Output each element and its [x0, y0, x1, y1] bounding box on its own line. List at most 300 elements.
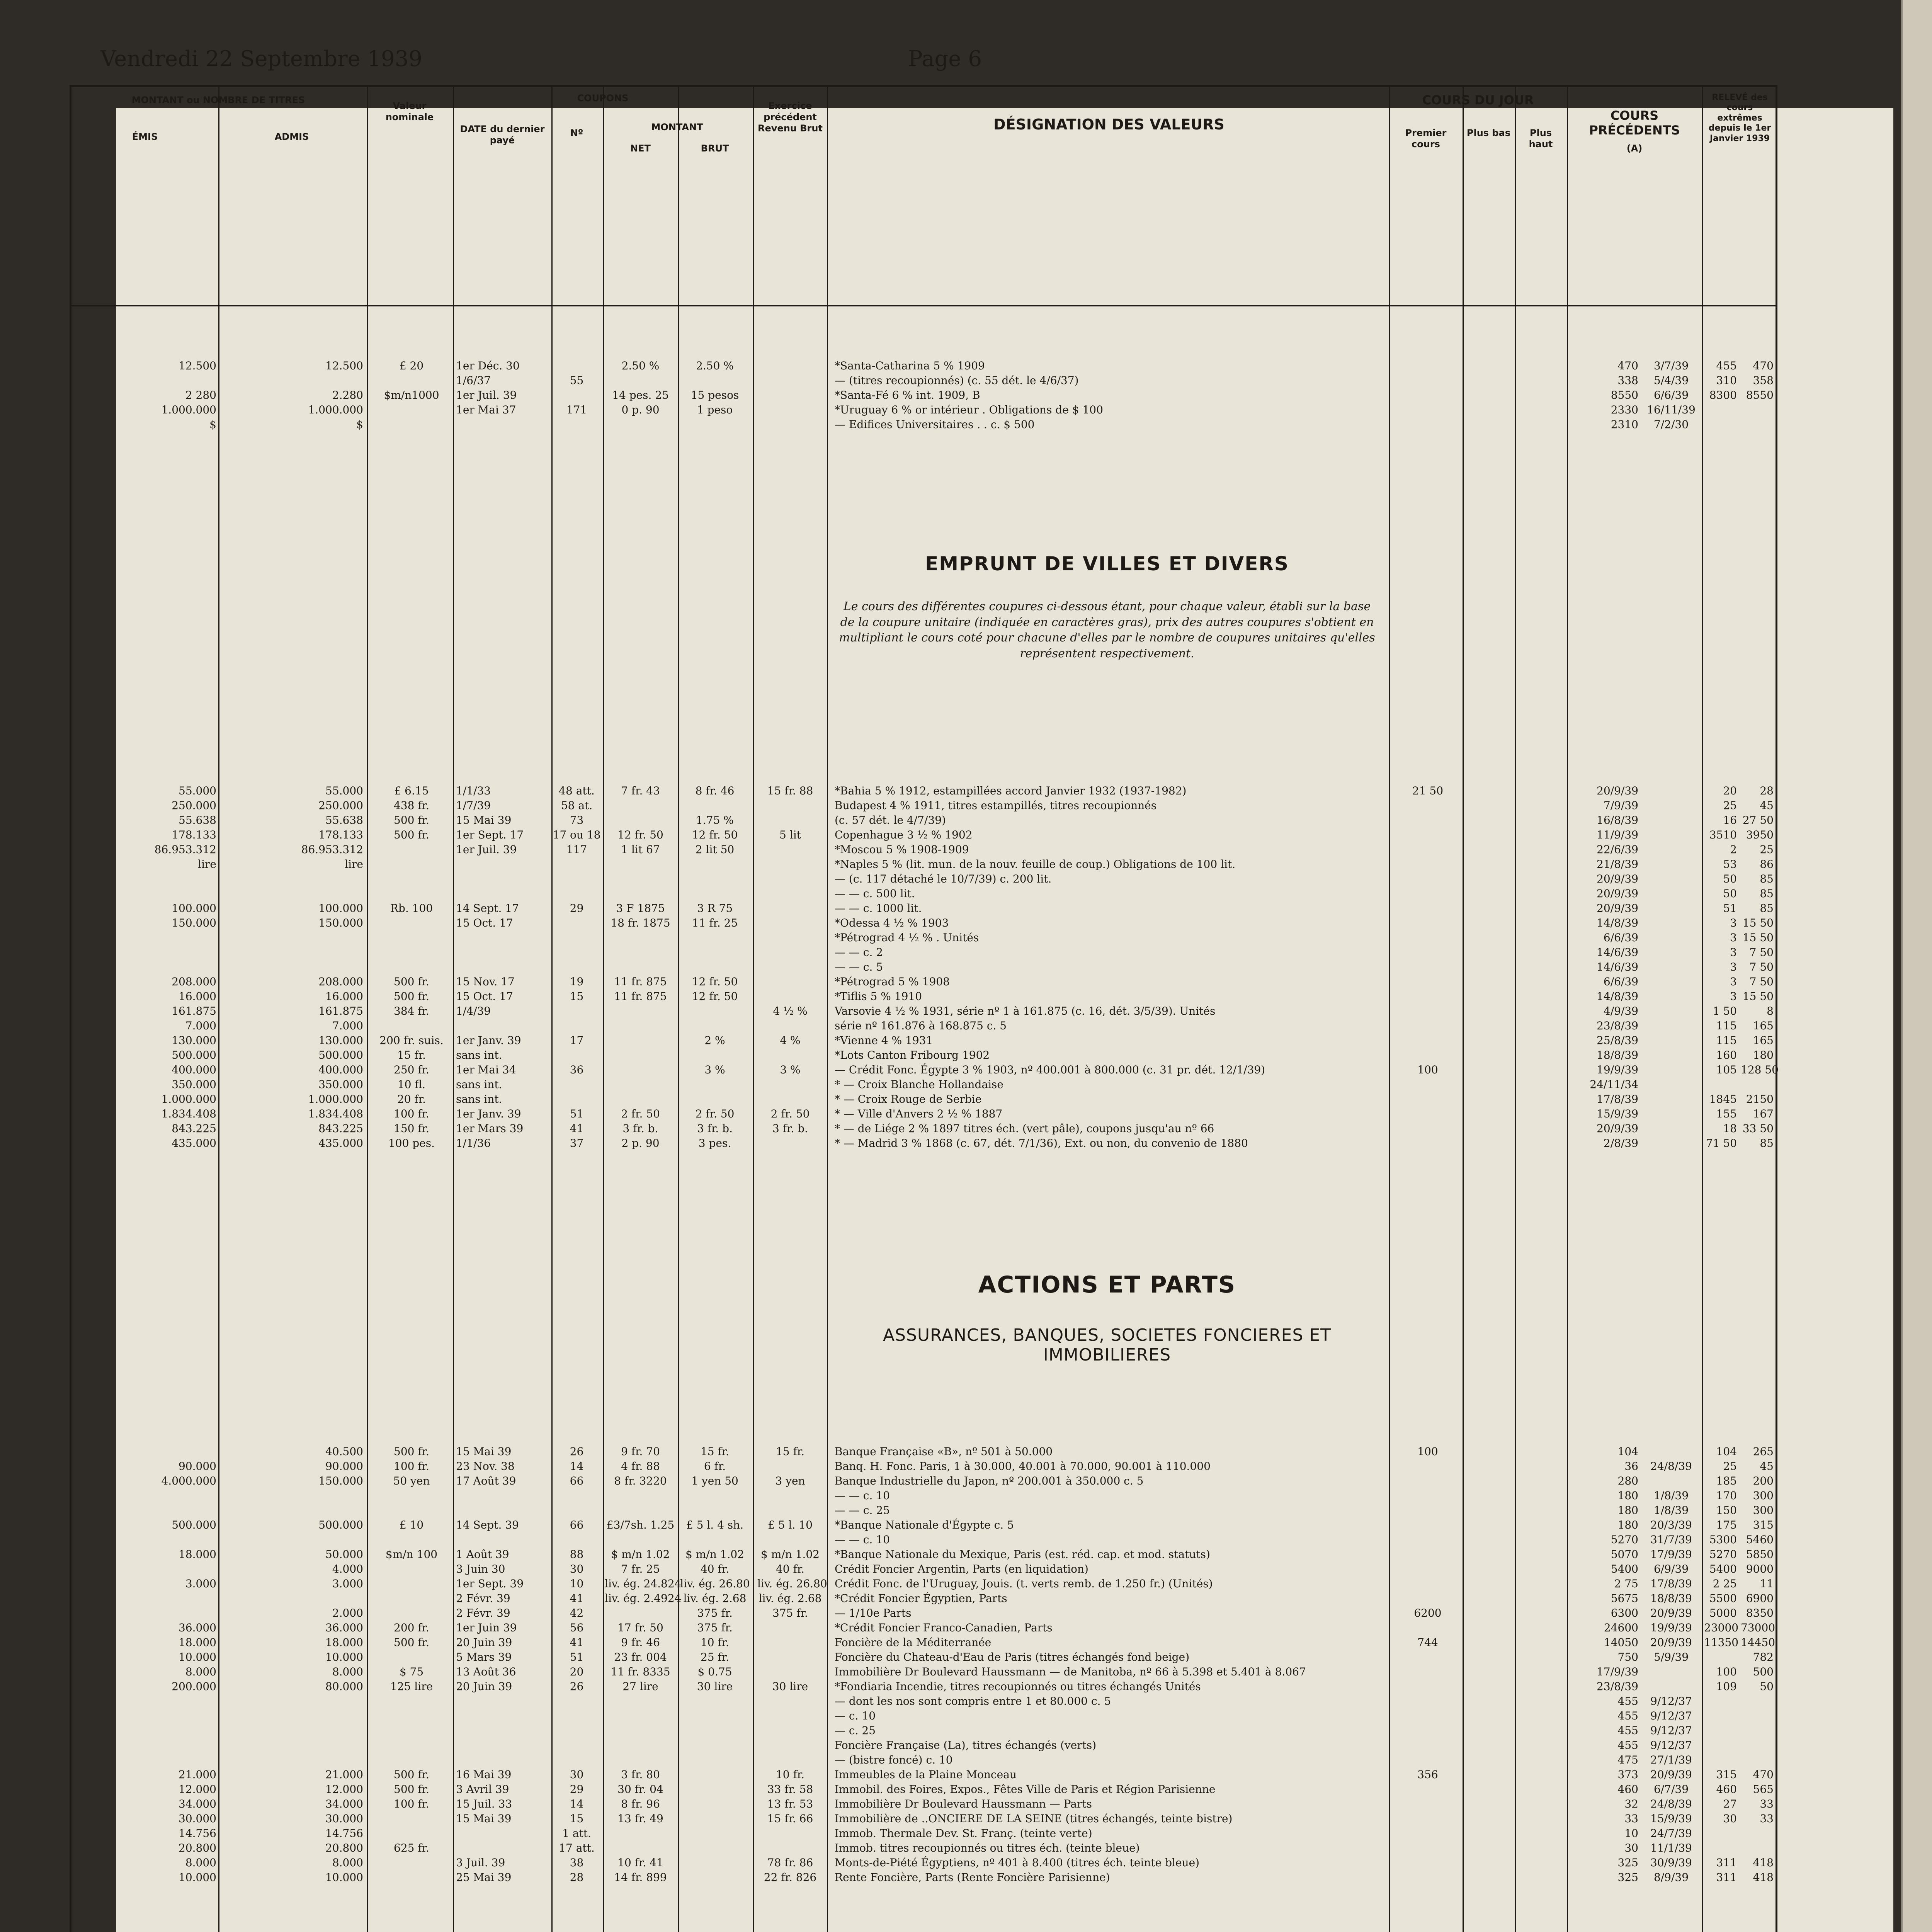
cell-des: — Crédit Fonc. Égypte 3 % 1903, nº 400.001 à 800.000 (c. 31 pr. dét. 12/1/39) — [835, 1063, 1265, 1076]
cell-pdate: 9/12/37 — [1650, 1709, 1692, 1722]
cell-rh: 9000 — [1746, 1563, 1774, 1575]
cell-val: 500 fr. — [394, 1783, 429, 1796]
cell-admis: 16.000 — [325, 990, 363, 1003]
page-header-number: Page 6 — [908, 46, 982, 71]
cell-prec: 23/8/39 — [1597, 1680, 1638, 1693]
cell-no: 19 — [570, 975, 584, 988]
cell-rev: 78 fr. 86 — [767, 1856, 813, 1869]
cell-val: 500 fr. — [394, 828, 429, 841]
cell-date: 2 Févr. 39 — [456, 1607, 510, 1619]
cell-prec: 20/9/39 — [1597, 1122, 1638, 1135]
cell-no: 51 — [570, 1107, 584, 1120]
cell-no: 26 — [570, 1445, 584, 1458]
cell-brut: 3 % — [704, 1063, 725, 1076]
cell-rh: 7 50 — [1749, 961, 1774, 973]
cell-brut: £ 5 l. 4 sh. — [686, 1519, 744, 1531]
cell-net: 10 fr. 41 — [617, 1856, 663, 1869]
cell-net: 2.50 % — [621, 359, 660, 372]
cell-rh: 165 — [1753, 1034, 1774, 1047]
cell-no: 37 — [570, 1137, 584, 1150]
cell-emis: 161.875 — [172, 1005, 216, 1017]
header-emis: ÉMIS — [132, 131, 158, 142]
cell-rl: 30 — [1723, 1812, 1737, 1825]
cell-rl: 1845 — [1709, 1093, 1737, 1105]
cell-prec: 470 — [1617, 359, 1638, 372]
cell-prec: 455 — [1617, 1709, 1638, 1722]
cell-no: 29 — [570, 902, 584, 915]
cell-prec: 14/6/39 — [1597, 961, 1638, 973]
cell-admis: 3.000 — [332, 1577, 363, 1590]
col-rule — [603, 85, 604, 1932]
cell-brut: 8 fr. 46 — [695, 784, 735, 797]
cell-pdate: 6/7/39 — [1653, 1783, 1689, 1796]
cell-prec: 22/6/39 — [1597, 843, 1638, 856]
cell-pdate: 1/8/39 — [1653, 1489, 1689, 1502]
cell-rev: liv. ég. 2.68 — [759, 1592, 822, 1605]
cell-emis: 36.000 — [179, 1621, 216, 1634]
cell-no: 17 ou 18 — [553, 828, 601, 841]
cell-prec: 4/9/39 — [1603, 1005, 1638, 1017]
cell-emis: 21.000 — [179, 1768, 216, 1781]
cell-val: 150 fr. — [394, 1122, 429, 1135]
cell-des: *Crédit Foncier Franco-Canadien, Parts — [835, 1621, 1053, 1634]
cell-date: 1/4/39 — [456, 1005, 491, 1017]
cell-rl: 3 — [1730, 917, 1737, 929]
cell-admis: 1.000.000 — [308, 1093, 363, 1105]
cell-brut: 12 fr. 50 — [692, 975, 738, 988]
cell-rh: 85 — [1760, 1137, 1774, 1150]
cell-rl: 3510 — [1709, 828, 1737, 841]
cell-des: *Pétrograd 4 ½ % . Unités — [835, 931, 979, 944]
cell-brut: 15 fr. — [700, 1445, 730, 1458]
cell-des: * — de Liége 2 % 1897 titres éch. (vert pâle), coupons jusqu'au nº 66 — [835, 1122, 1214, 1135]
cell-emis: 30.000 — [179, 1812, 216, 1825]
cell-des: Foncière de la Méditerranée — [835, 1636, 992, 1649]
cell-net: 3 F 1875 — [616, 902, 665, 915]
cell-date: 1/7/39 — [456, 799, 491, 812]
cell-rl: 11350 — [1704, 1636, 1739, 1649]
cell-admis: 208.000 — [318, 975, 363, 988]
cell-rh: 2150 — [1746, 1093, 1774, 1105]
cell-brut: 6 fr. — [704, 1460, 726, 1473]
cell-date: 2 Févr. 39 — [456, 1592, 510, 1605]
cell-prec: 24600 — [1604, 1621, 1638, 1634]
cell-rev: 15 fr. 66 — [767, 1812, 813, 1825]
cell-des: — — c. 10 — [835, 1489, 890, 1502]
page-binding-edge — [1901, 0, 1932, 1932]
cell-prec: 20/9/39 — [1597, 902, 1638, 915]
cell-emis: 16.000 — [179, 990, 216, 1003]
cell-emis: 435.000 — [172, 1137, 216, 1150]
cell-rl: 51 — [1723, 902, 1737, 915]
cell-rl: 315 — [1716, 1768, 1737, 1781]
cell-rev: £ 5 l. 10 — [768, 1519, 813, 1531]
cell-rh: 15 50 — [1742, 990, 1774, 1003]
section-title-actions: ACTIONS ET PARTS — [978, 1271, 1236, 1298]
cell-prec: 16/8/39 — [1597, 814, 1638, 827]
cell-pdate: 8/9/39 — [1653, 1871, 1689, 1884]
cell-val: 100 pes. — [388, 1137, 435, 1150]
cell-prec: 15/9/39 — [1597, 1107, 1638, 1120]
cell-rh: 300 — [1753, 1489, 1774, 1502]
cell-admis: lire — [345, 858, 363, 871]
cell-prec: 750 — [1617, 1651, 1638, 1663]
cell-admis: 20.800 — [325, 1842, 363, 1854]
cell-des: — — c. 5 — [835, 961, 883, 973]
cell-admis: 12.500 — [325, 359, 363, 372]
cell-prec: 30 — [1624, 1842, 1638, 1854]
cell-admis: 4.000 — [332, 1563, 363, 1575]
cell-rh: 470 — [1753, 1768, 1774, 1781]
cell-val: 10 fl. — [397, 1078, 426, 1091]
cell-rh: 167 — [1753, 1107, 1774, 1120]
cell-rl: 25 — [1723, 799, 1737, 812]
cell-des: Rente Foncière, Parts (Rente Foncière Parisienne) — [835, 1871, 1110, 1884]
cell-pdate: 20/9/39 — [1650, 1768, 1692, 1781]
cell-admis: 86.953.312 — [301, 843, 363, 856]
cell-des: — Edifices Universitaires . . c. $ 500 — [835, 418, 1035, 431]
cell-des: — 1/10e Parts — [835, 1607, 912, 1619]
cell-date: 3 Juil. 39 — [456, 1856, 505, 1869]
cell-date: 15 Oct. 17 — [456, 990, 513, 1003]
cell-pdate: 27/1/39 — [1650, 1753, 1692, 1766]
header-exercice: Exercice précédent Revenu Brut — [758, 100, 823, 134]
cell-val: 100 fr. — [394, 1107, 429, 1120]
cell-prec: 20/9/39 — [1597, 784, 1638, 797]
cell-prec: 36 — [1624, 1460, 1638, 1473]
cell-prec: 32 — [1624, 1798, 1638, 1810]
cell-des: *Moscou 5 % 1908-1909 — [835, 843, 969, 856]
header-montant-coupon: MONTANT — [651, 122, 703, 133]
cell-emis: 34.000 — [179, 1798, 216, 1810]
cell-des: *Naples 5 % (lit. mun. de la nouv. feuille de coup.) Obligations de 100 lit. — [835, 858, 1236, 871]
cell-net: 2 p. 90 — [621, 1137, 660, 1150]
cell-rh: 85 — [1760, 872, 1774, 885]
header-net: NET — [630, 143, 651, 154]
cell-net: 3 fr. 80 — [621, 1768, 660, 1781]
cell-prec: 455 — [1617, 1724, 1638, 1737]
cell-prec: 17/9/39 — [1597, 1665, 1638, 1678]
cell-des: Immobilière Dr Boulevard Haussmann — de Manitoba, nº 66 à 5.398 et 5.401 à 8.067 — [835, 1665, 1306, 1678]
cell-rh: 165 — [1753, 1019, 1774, 1032]
cell-admis: 34.000 — [325, 1798, 363, 1810]
col-rule — [367, 85, 368, 1932]
cell-brut: 3 fr. b. — [697, 1122, 733, 1135]
cell-rh: 8350 — [1746, 1607, 1774, 1619]
col-rule — [678, 85, 679, 1932]
cell-admis: 90.000 — [325, 1460, 363, 1473]
cell-date: 15 Mai 39 — [456, 1812, 512, 1825]
cell-val: £ 20 — [399, 359, 424, 372]
cell-prec: 11/9/39 — [1597, 828, 1638, 841]
cell-date: 13 Août 36 — [456, 1665, 516, 1678]
cell-des: *Vienne 4 % 1931 — [835, 1034, 933, 1047]
header-designation: DÉSIGNATION DES VALEURS — [993, 116, 1225, 133]
cell-no: 30 — [570, 1563, 584, 1575]
cell-rh: 85 — [1760, 887, 1774, 900]
cell-date: 20 Juin 39 — [456, 1636, 512, 1649]
cell-date: 14 Sept. 17 — [456, 902, 519, 915]
cell-emis: $ — [209, 418, 216, 431]
cell-pdate: 5/9/39 — [1653, 1651, 1689, 1663]
cell-val: 438 fr. — [394, 799, 429, 812]
cell-no: 15 — [570, 1812, 584, 1825]
cell-rh: 470 — [1753, 359, 1774, 372]
cell-no: 41 — [570, 1122, 584, 1135]
cell-rl: 3 — [1730, 961, 1737, 973]
cell-admis: 21.000 — [325, 1768, 363, 1781]
cell-rh: 85 — [1760, 902, 1774, 915]
cell-prem: 6200 — [1414, 1607, 1442, 1619]
cell-rh: 45 — [1760, 799, 1774, 812]
cell-brut: 15 pesos — [690, 389, 739, 401]
cell-emis: 400.000 — [172, 1063, 216, 1076]
cell-emis: 208.000 — [172, 975, 216, 988]
cell-net: 11 fr. 8335 — [611, 1665, 670, 1678]
cell-brut: 1.75 % — [696, 814, 734, 827]
cell-rh: 418 — [1753, 1856, 1774, 1869]
cell-rl: 18 — [1723, 1122, 1737, 1135]
cell-rl: 104 — [1716, 1445, 1737, 1458]
cell-rl: 5400 — [1709, 1563, 1737, 1575]
cell-emis: 20.800 — [179, 1842, 216, 1854]
cell-no: 14 — [570, 1460, 584, 1473]
cell-date: 20 Juin 39 — [456, 1680, 512, 1693]
cell-prec: 20/9/39 — [1597, 887, 1638, 900]
cell-rev: 375 fr. — [772, 1607, 808, 1619]
cell-des: Crédit Foncier Argentin, Parts (en liquidation) — [835, 1563, 1088, 1575]
cell-brut: 1 peso — [697, 403, 733, 416]
cell-des: *Tiflis 5 % 1910 — [835, 990, 922, 1003]
cell-date: 1/1/33 — [456, 784, 491, 797]
cell-pdate: 20/9/39 — [1650, 1607, 1692, 1619]
cell-rh: 5460 — [1746, 1533, 1774, 1546]
cell-des: — — c. 25 — [835, 1504, 890, 1517]
cell-prec: 8550 — [1611, 389, 1638, 401]
cell-emis: 10.000 — [179, 1871, 216, 1884]
cell-rl: 105 — [1716, 1063, 1737, 1076]
cell-des: Foncière Française (La), titres échangés (verts) — [835, 1739, 1097, 1752]
cell-rl: 3 — [1730, 990, 1737, 1003]
cell-val: £ 10 — [399, 1519, 424, 1531]
cell-des: * — Madrid 3 % 1868 (c. 67, dét. 7/1/36), Ext. ou non, du convenio de 1880 — [835, 1137, 1248, 1150]
cell-brut: 30 lire — [697, 1680, 733, 1693]
cell-val: 500 fr. — [394, 814, 429, 827]
cell-des: *Bahia 5 % 1912, estampillées accord Janvier 1932 (1937-1982) — [835, 784, 1187, 797]
cell-des: — — c. 2 — [835, 946, 883, 959]
cell-emis: 55.638 — [179, 814, 216, 827]
cell-des: — (titres recoupionnés) (c. 55 dét. le 4/6/37) — [835, 374, 1079, 387]
cell-date: sans int. — [456, 1049, 502, 1061]
cell-val: 500 fr. — [394, 975, 429, 988]
cell-net: 17 fr. 50 — [617, 1621, 663, 1634]
cell-prec: 455 — [1617, 1739, 1638, 1752]
cell-emis: 86.953.312 — [154, 843, 216, 856]
cell-rl: 5000 — [1709, 1607, 1737, 1619]
cell-net: 2 fr. 50 — [621, 1107, 660, 1120]
cell-admis: 150.000 — [318, 917, 363, 929]
cell-des: *Banque Nationale d'Égypte c. 5 — [835, 1519, 1014, 1531]
cell-pdate: 31/7/39 — [1650, 1533, 1692, 1546]
cell-admis: 350.000 — [318, 1078, 363, 1091]
cell-date: 1er Janv. 39 — [456, 1107, 521, 1120]
cell-brut: $ m/n 1.02 — [685, 1548, 744, 1561]
cell-prec: 24/11/34 — [1590, 1078, 1638, 1091]
cell-prec: 180 — [1617, 1519, 1638, 1531]
cell-no: 73 — [570, 814, 584, 827]
cell-net: liv. ég. 24.824 — [605, 1577, 682, 1590]
cell-emis: 8.000 — [185, 1665, 216, 1678]
cell-val: 200 fr. suis. — [379, 1034, 444, 1047]
cell-date: 25 Mai 39 — [456, 1871, 512, 1884]
cell-des: Banque Industrielle du Japon, nº 200.001 à 350.000 c. 5 — [835, 1475, 1144, 1487]
cell-des: Immob. titres recoupionnés ou titres éch. (teinte bleue) — [835, 1842, 1140, 1854]
cell-prec: 18/8/39 — [1597, 1049, 1638, 1061]
cell-net: £3/7sh. 1.25 — [606, 1519, 675, 1531]
cell-admis: 161.875 — [318, 1005, 363, 1017]
cell-admis: 40.500 — [325, 1445, 363, 1458]
cell-des: * — Croix Rouge de Serbie — [835, 1093, 982, 1105]
cell-date: 1er Sept. 39 — [456, 1577, 524, 1590]
cell-des: — — c. 10 — [835, 1533, 890, 1546]
cell-date: 1er Juin 39 — [456, 1621, 517, 1634]
cell-prec: 7/9/39 — [1603, 799, 1638, 812]
cell-no: 30 — [570, 1768, 584, 1781]
cell-rl: 50 — [1723, 872, 1737, 885]
cell-admis: 14.756 — [325, 1827, 363, 1840]
cell-rl: 170 — [1716, 1489, 1737, 1502]
cell-val: 500 fr. — [394, 990, 429, 1003]
cell-rh: 5850 — [1746, 1548, 1774, 1561]
cell-date: 23 Nov. 38 — [456, 1460, 515, 1473]
cell-admis: 12.000 — [325, 1783, 363, 1796]
cell-rh: 33 — [1760, 1812, 1774, 1825]
cell-emis: 500.000 — [172, 1519, 216, 1531]
cell-date: 3 Avril 39 — [456, 1783, 509, 1796]
cell-rl: 115 — [1716, 1034, 1737, 1047]
cell-rev: 3 % — [780, 1063, 801, 1076]
cell-des: Immobilière Dr Boulevard Haussmann — Parts — [835, 1798, 1092, 1810]
cell-val: 20 fr. — [397, 1093, 426, 1105]
cell-emis: lire — [198, 858, 216, 871]
cell-no: 17 — [570, 1034, 584, 1047]
cell-rh: 315 — [1753, 1519, 1774, 1531]
cell-rl: 311 — [1716, 1856, 1737, 1869]
cell-brut: 2.50 % — [696, 359, 734, 372]
header-montant: MONTANT ou NOMBRE DE TITRES — [131, 95, 305, 105]
cell-admis: 500.000 — [318, 1519, 363, 1531]
cell-rl: 50 — [1723, 887, 1737, 900]
cell-emis: 12.000 — [179, 1783, 216, 1796]
cell-net: 4 fr. 88 — [621, 1460, 660, 1473]
cell-prec: 325 — [1617, 1871, 1638, 1884]
cell-rl: 23000 — [1704, 1621, 1739, 1634]
cell-brut: 2 lit 50 — [695, 843, 735, 856]
cell-admis: 10.000 — [325, 1871, 363, 1884]
cell-admis: 36.000 — [325, 1621, 363, 1634]
cell-rl: 5270 — [1709, 1548, 1737, 1561]
cell-rev: 30 lire — [772, 1680, 808, 1693]
cell-net: 14 pes. 25 — [612, 389, 669, 401]
section-note-villes: Le cours des différentes coupures ci-dessous étant, pour chaque valeur, établi sur la base de la coupure unitaire (indiquée en caractères gras), prix des autres coupures s'obtient en multipliant le cours coté pour chacune d'elles par le nombre de coupures unitaires qu'elles représentent respectivement. — [839, 600, 1375, 660]
cell-rev: $ m/n 1.02 — [761, 1548, 820, 1561]
cell-rh: 15 50 — [1742, 931, 1774, 944]
cell-date: 16 Mai 39 — [456, 1768, 512, 1781]
cell-net: 8 fr. 96 — [621, 1798, 660, 1810]
cell-admis: 150.000 — [318, 1475, 363, 1487]
cell-prec: 6/6/39 — [1603, 975, 1638, 988]
cell-brut: 12 fr. 50 — [692, 828, 738, 841]
col-rule — [218, 85, 219, 1932]
cell-no: 88 — [570, 1548, 584, 1561]
col-rule — [1567, 85, 1568, 1932]
cell-brut: 40 fr. — [700, 1563, 730, 1575]
cell-rh: 180 — [1753, 1049, 1774, 1061]
cell-prec: 104 — [1617, 1445, 1638, 1458]
col-rule — [753, 85, 754, 1932]
cell-brut: $ 0.75 — [697, 1665, 732, 1678]
cell-date: 3 Juin 30 — [456, 1563, 505, 1575]
cell-rl: 460 — [1716, 1783, 1737, 1796]
header-cours-du-jour: COURS DU JOUR — [1422, 93, 1534, 107]
col-rule — [453, 85, 454, 1932]
cell-rh: 33 — [1760, 1798, 1774, 1810]
cell-emis: 500.000 — [172, 1049, 216, 1061]
cell-val: 500 fr. — [394, 1636, 429, 1649]
cell-brut: 11 fr. 25 — [692, 917, 738, 929]
col-rule — [1463, 85, 1464, 1932]
cell-prec: 10 — [1624, 1827, 1638, 1840]
cell-val: Rb. 100 — [390, 902, 433, 915]
cell-des: Varsovie 4 ½ % 1931, série nº 1 à 161.875 (c. 16, dét. 3/5/39). Unités — [835, 1005, 1216, 1017]
cell-des: Banq. H. Fonc. Paris, 1 à 30.000, 40.001 à 70.000, 90.001 à 110.000 — [835, 1460, 1211, 1473]
cell-rl: 175 — [1716, 1519, 1737, 1531]
cell-emis: 4.000.000 — [161, 1475, 216, 1487]
cell-net: $ m/n 1.02 — [611, 1548, 670, 1561]
cell-admis: 1.834.408 — [308, 1107, 363, 1120]
cell-pdate: 24/8/39 — [1650, 1798, 1692, 1810]
cell-prec: 2/8/39 — [1603, 1137, 1638, 1150]
cell-emis: 10.000 — [179, 1651, 216, 1663]
cell-prec: 180 — [1617, 1504, 1638, 1517]
cell-rev: 15 fr. 88 — [767, 784, 813, 797]
cell-emis: 130.000 — [172, 1034, 216, 1047]
cell-brut: 3 R 75 — [697, 902, 733, 915]
cell-date: 1 Août 39 — [456, 1548, 509, 1561]
cell-net: 27 lire — [622, 1680, 658, 1693]
cell-admis: 400.000 — [318, 1063, 363, 1076]
cell-admis: 8.000 — [332, 1665, 363, 1678]
cell-rh: 500 — [1753, 1665, 1774, 1678]
cell-val: 625 fr. — [394, 1842, 429, 1854]
cell-prem: 21 50 — [1412, 784, 1444, 797]
cell-no: 15 — [570, 990, 584, 1003]
cell-rl: 71 50 — [1706, 1137, 1737, 1150]
cell-rh: 782 — [1753, 1651, 1774, 1663]
cell-date: 15 Juil. 33 — [456, 1798, 512, 1810]
cell-net: 7 fr. 25 — [621, 1563, 660, 1575]
cell-val: $ 75 — [399, 1665, 424, 1678]
cell-rl: 5300 — [1709, 1533, 1737, 1546]
col-rule — [1702, 85, 1703, 1932]
cell-date: 1er Mai 34 — [456, 1063, 516, 1076]
cell-admis: 130.000 — [318, 1034, 363, 1047]
header-rule — [70, 305, 1777, 306]
cell-des: *Odessa 4 ½ % 1903 — [835, 917, 949, 929]
cell-pdate: 5/4/39 — [1653, 374, 1689, 387]
cell-brut: 375 fr. — [697, 1621, 733, 1634]
cell-rh: 15 50 — [1742, 917, 1774, 929]
